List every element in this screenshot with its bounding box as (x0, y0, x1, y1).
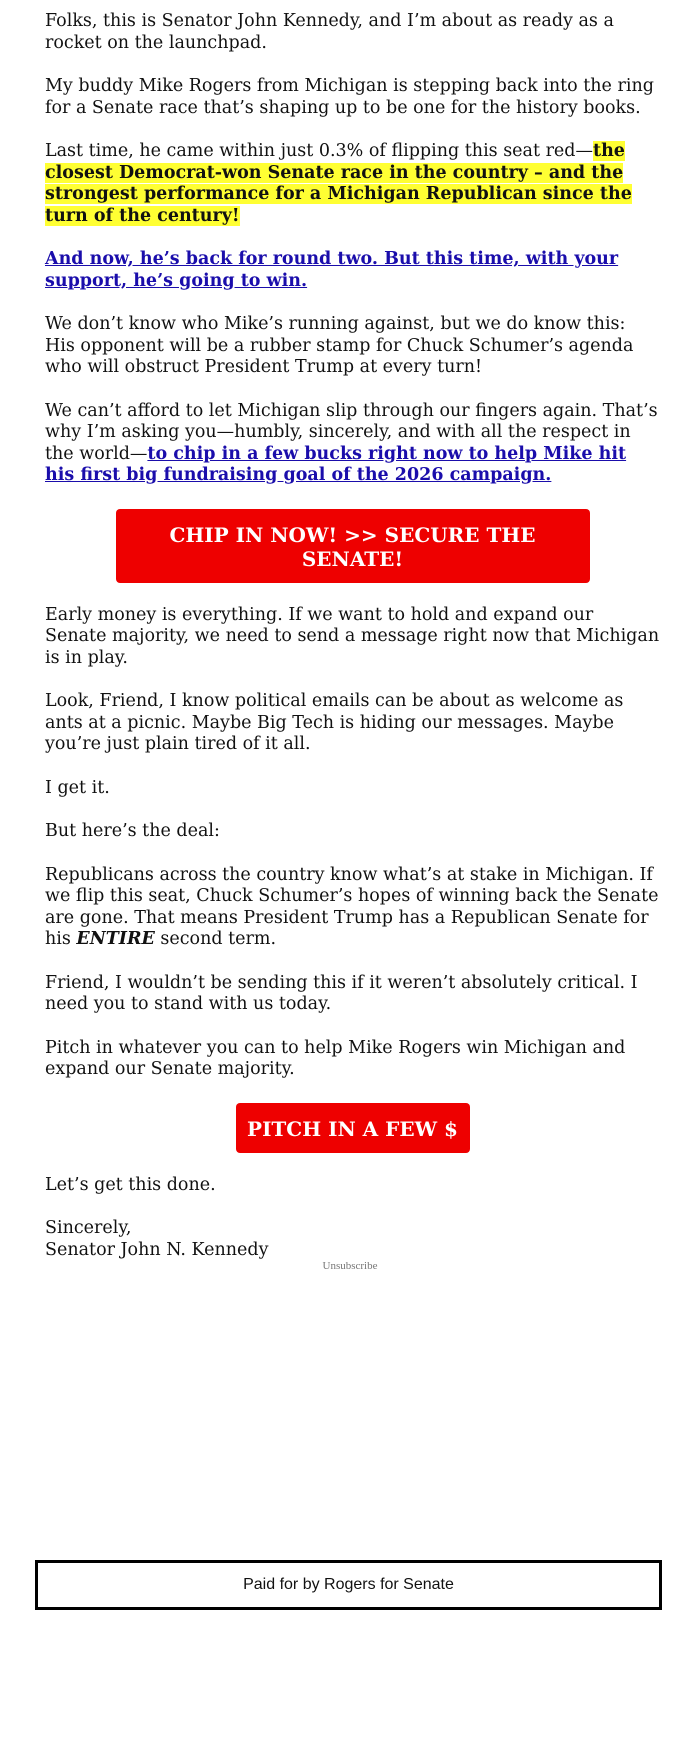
ask-paragraph (45, 401, 660, 487)
rogers-paragraph: My buddy Mike Rogers from Michigan is stepping back into the ring for a Senate race that’s shaping up to be one for the history books. (45, 76, 654, 118)
deal-paragraph: But here’s the deal: (45, 821, 220, 841)
get-done-paragraph: Let’s get this done. (45, 1174, 216, 1195)
email-body (45, 11, 660, 1261)
ask-lead-text: We can’t afford to let Michigan slip through our fingers again. That’s why I’m asking you—humbly, sincerely, and with all the respect in the world— (45, 400, 658, 464)
signoff: Sincerely, (45, 1218, 132, 1238)
signature-name: Senator John N. Kennedy (45, 1239, 269, 1260)
round-two-link[interactable]: And now, he’s back for round two. But this time, with your support, he’s going to win. (45, 249, 619, 291)
chip-in-now-button[interactable]: CHIP IN NOW! >> SECURE THE SENATE! (116, 509, 590, 583)
stakes-lead-text: Republicans across the country know what’s at stake in Michigan. If we flip this seat, Chuck Schumer’s hopes of winning back the Senate are gone. That means President Trump has a Republican Senate for his (45, 864, 659, 949)
entire-emphasis: ENTIRE (76, 929, 155, 949)
opponent-paragraph: We don’t know who Mike’s running against, but we do know this: His opponent will be a rubber stamp for Chuck Schumer’s agenda who will obstruct President Trump at every turn! (45, 314, 634, 377)
chip-in-link[interactable]: to chip in a few bucks right now to help Mike hit his first big fundraising goal of the 2026 campaign. (45, 443, 627, 485)
unsubscribe-row (0, 1256, 700, 1274)
early-money-paragraph: Early money is everything. If we want to hold and expand our Senate majority, we need to send a message right now that Michigan is in play. (45, 604, 660, 668)
get-it-paragraph: I get it. (45, 777, 110, 798)
pitch-in-paragraph: Pitch in whatever you can to help Mike Rogers win Michigan and expand our Senate majority. (45, 1037, 626, 1079)
pitch-in-button[interactable]: PITCH IN A FEW $ (236, 1103, 470, 1153)
big-tech-paragraph: Look, Friend, I know political emails can be about as welcome as ants at a picnic. Maybe Big Tech is hiding our messages. Maybe you’re just plain tired of it all. (45, 691, 624, 754)
last-time-lead-text: Last time, he came within just 0.3% of flipping this seat red— (45, 141, 593, 161)
unsubscribe-link[interactable]: Unsubscribe (322, 1260, 378, 1272)
intro-paragraph: Folks, this is Senator John Kennedy, and I’m about as ready as a rocket on the launchpad. (45, 11, 614, 53)
signature-block (45, 1218, 660, 1261)
highlighted-claim: the closest Democrat-won Senate race in the country – and the strongest performance for a Michigan Republican since the turn of the century! (45, 141, 632, 226)
cta-row-primary (45, 509, 660, 583)
critical-paragraph: Friend, I wouldn’t be sending this if it weren’t absolutely critical. I need you to stand with us today. (45, 972, 638, 1014)
round-two-paragraph (45, 249, 660, 292)
paid-for-disclaimer (35, 1560, 662, 1610)
last-time-paragraph (45, 141, 660, 227)
stakes-tail-text: second term. (154, 929, 277, 949)
stakes-paragraph (45, 865, 660, 951)
cta-row-secondary (45, 1103, 660, 1153)
paid-for-text: Paid for by Rogers for Senate (243, 1576, 454, 1593)
